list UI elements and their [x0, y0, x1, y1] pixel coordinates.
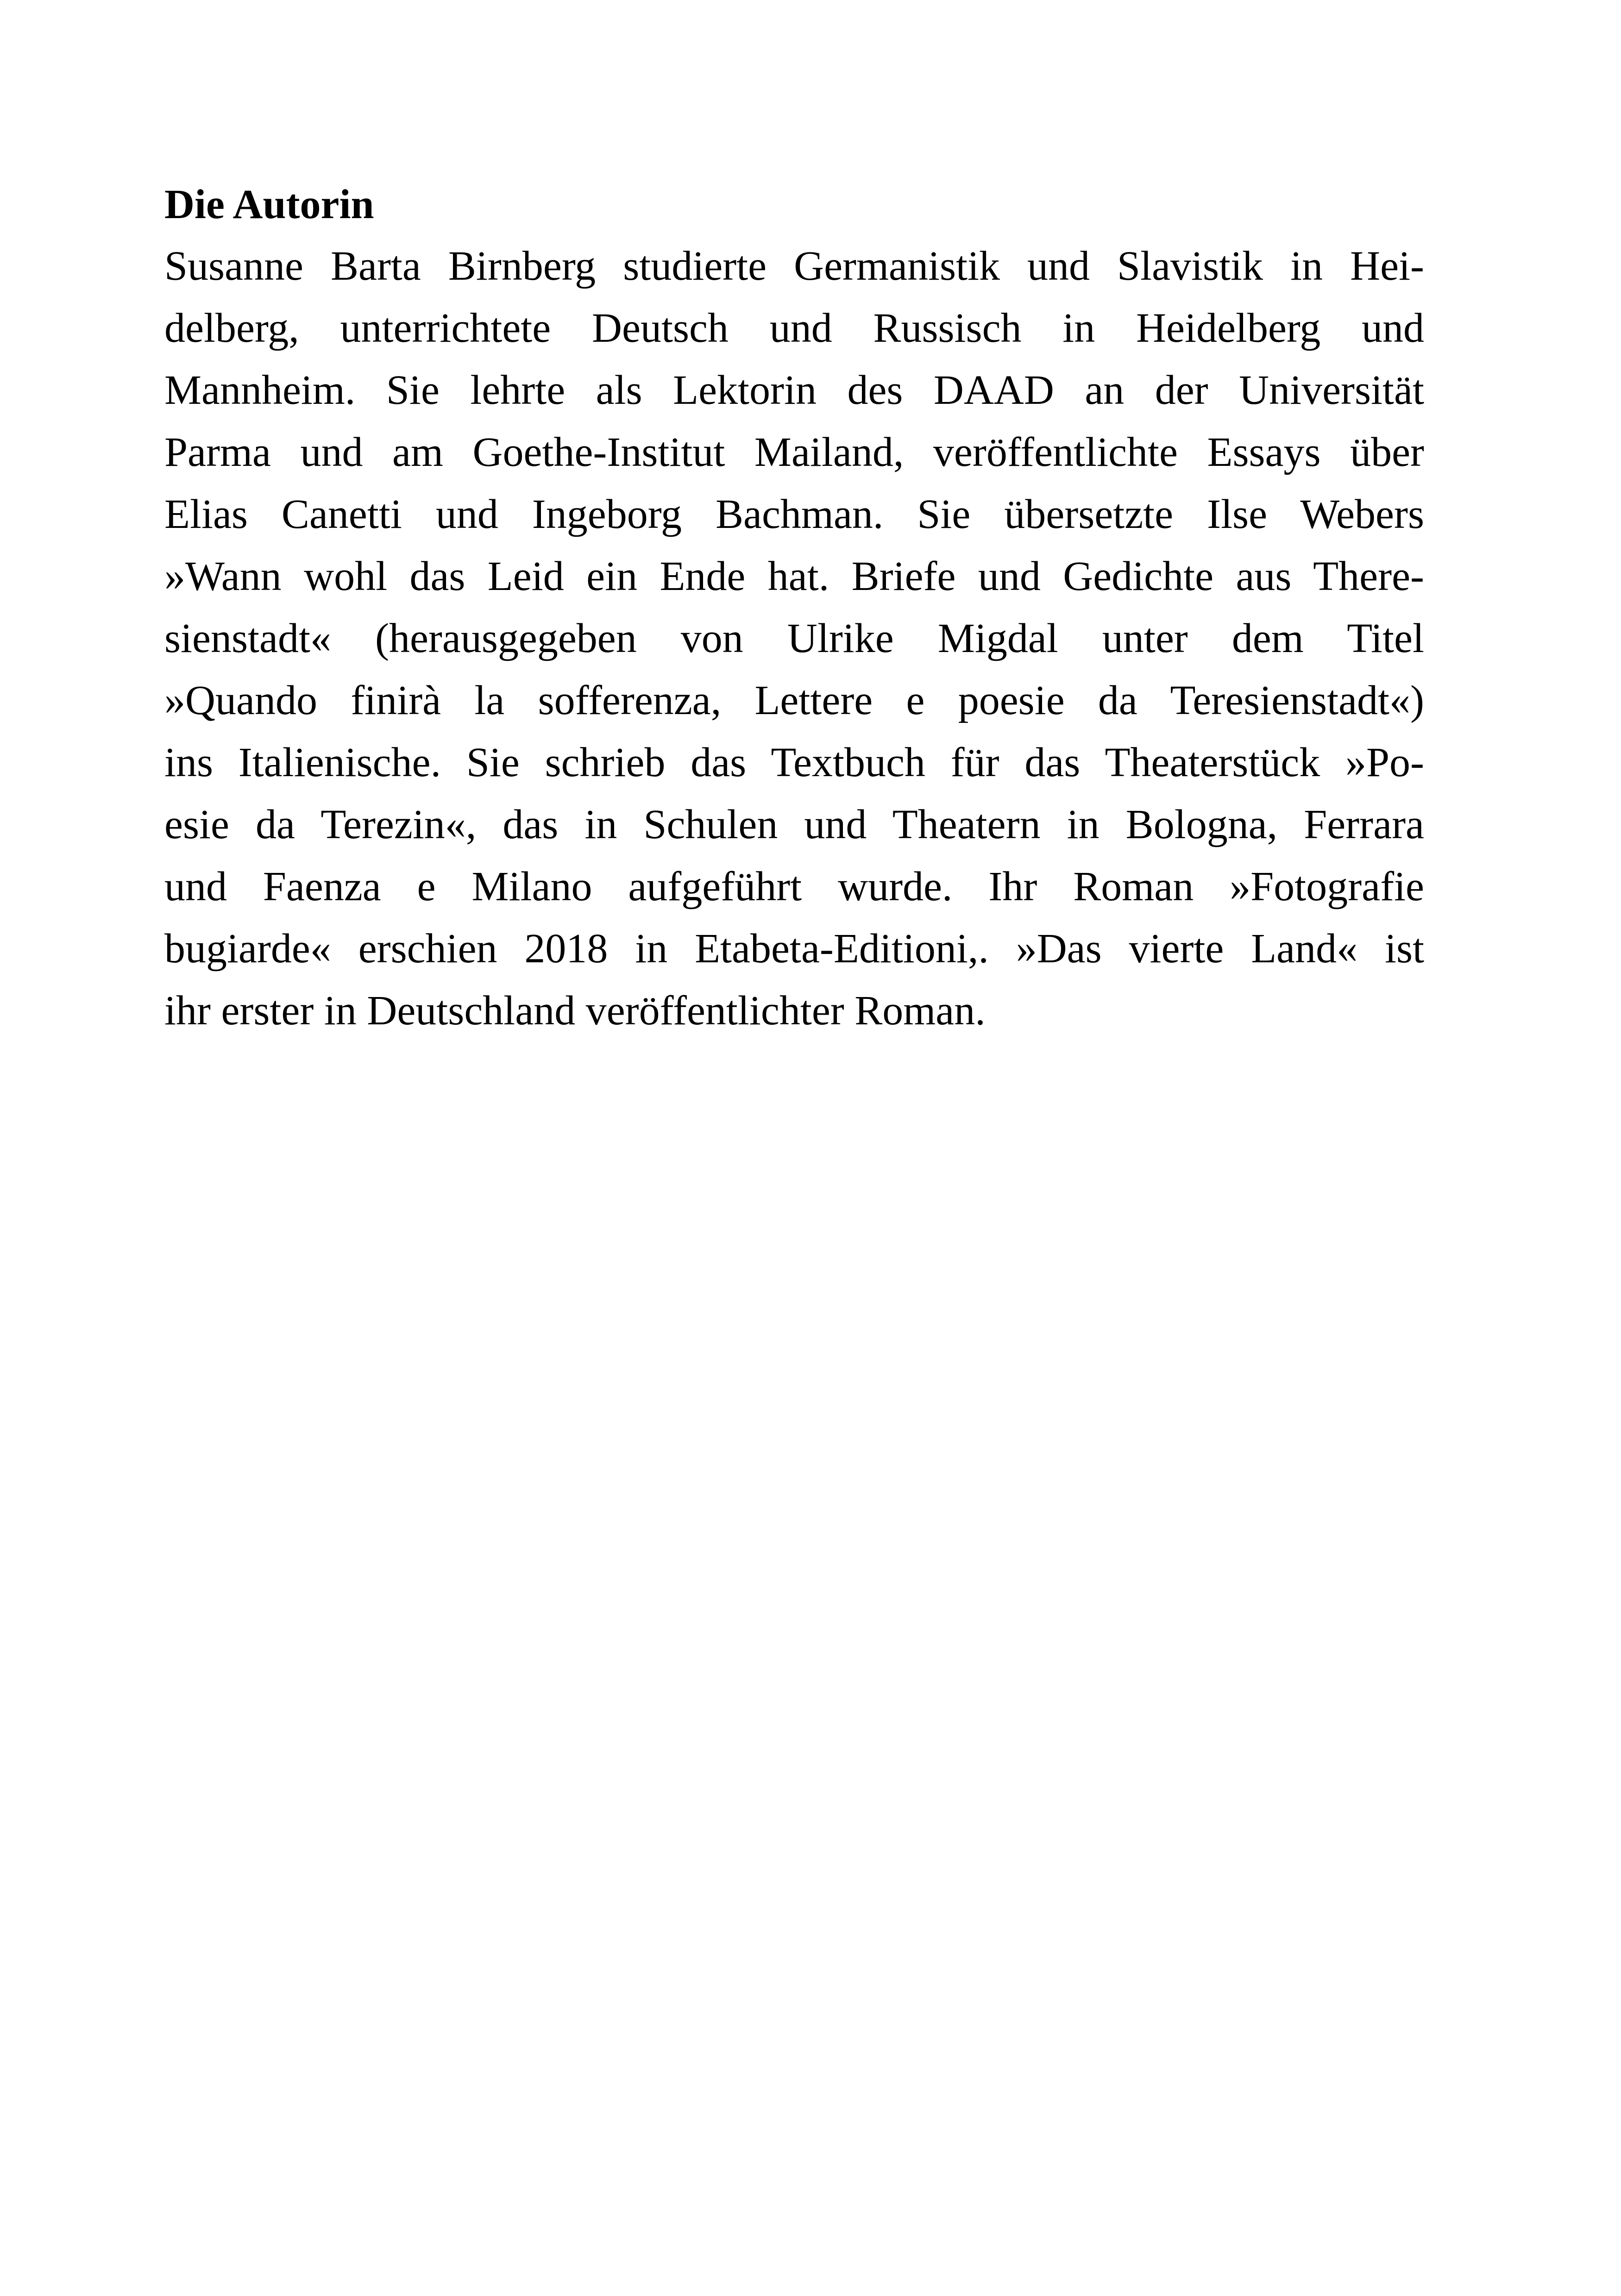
bio-line: delberg, unterrichtete Deutsch und Russisch in Heidelberg und — [164, 305, 1424, 351]
bio-line: esie da Terezin«, das in Schulen und Theatern in Bologna, Ferrara — [164, 802, 1424, 847]
bio-line: »Wann wohl das Leid ein Ende hat. Briefe und Gedichte aus There- — [164, 553, 1424, 599]
bio-line: ins Italienische. Sie schrieb das Textbuch für das Theaterstück »Po- — [164, 740, 1424, 785]
bio-line: »Quando finirà la sofferenza, Lettere e poesie da Teresienstadt«) — [164, 678, 1424, 723]
bio-paragraph — [164, 235, 1424, 1042]
bio-line: und Faenza e Milano aufgeführt wurde. Ihr Roman »Fotografie — [164, 864, 1424, 910]
bio-line: Mannheim. Sie lehrte als Lektorin des DAAD an der Universität — [164, 367, 1424, 413]
bio-line: Elias Canetti und Ingeborg Bachman. Sie übersetzte Ilse Webers — [164, 491, 1424, 537]
bio-line: ihr erster in Deutschland veröffentlichter Roman. — [164, 988, 986, 1034]
section-heading: Die Autorin — [164, 182, 374, 227]
author-bio-section — [164, 174, 1424, 1042]
bio-line: Parma und am Goethe-Institut Mailand, veröffentlichte Essays über — [164, 429, 1424, 475]
bio-line: Susanne Barta Birnberg studierte Germanistik und Slavistik in Hei- — [164, 243, 1424, 289]
bio-line: sienstadt« (herausgegeben von Ulrike Migdal unter dem Titel — [164, 615, 1424, 661]
bio-line: bugiarde« erschien 2018 in Etabeta-Editioni,. »Das vierte Land« ist — [164, 926, 1424, 972]
